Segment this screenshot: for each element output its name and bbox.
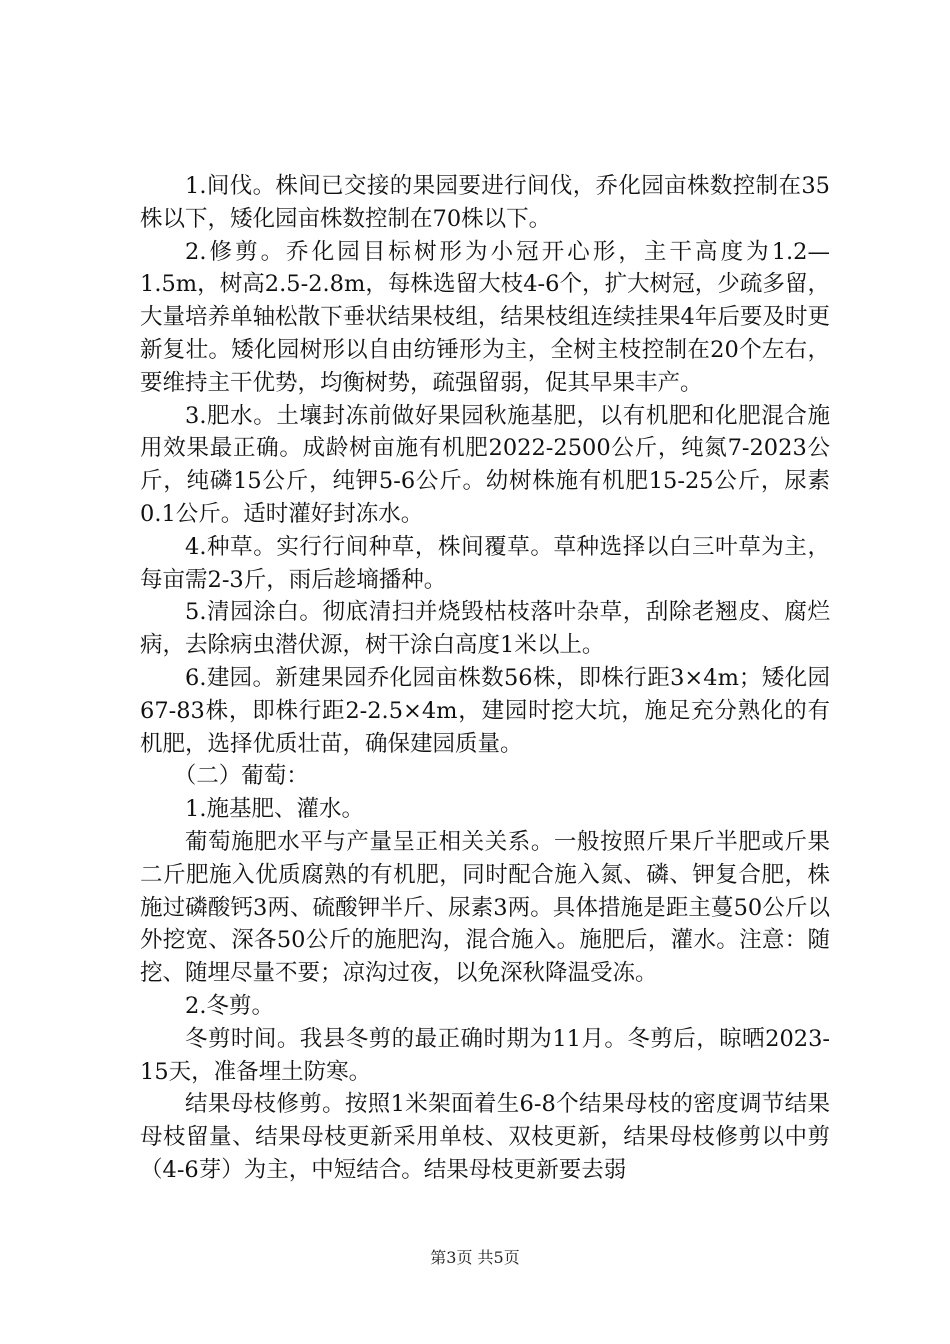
paragraph-grass-planting: 4.种草。实行行间种草，株间覆草。草种选择以白三叶草为主，每亩需2-3斤，雨后趁墒播种。	[140, 533, 830, 593]
paragraph-orchard-building: 6.建园。新建果园乔化园亩株数56株，即株行距3×4m；矮化园67-83株，即株行距2-2.5×4m，建园时挖大坑，施足充分熟化的有机肥，选择优质壮苗，确保建园质量。	[140, 664, 830, 757]
paragraph-grape-fertilizing: 葡萄施肥水平与产量呈正相关关系。一般按照斤果斤半肥或斤果二斤肥施入优质腐熟的有机肥，同时配合施入氮、磷、钾复合肥，株施过磷酸钙3两、硫酸钾半斤、尿素3两。具体措施是距主蔓50公斤以外挖宽、深各50公斤的施肥沟，混合施入。施肥后，灌水。注意：随挖、随埋尽量不要；凉沟过夜，以免深秋降温受冻。	[140, 828, 830, 987]
paragraph-winter-pruning-time: 冬剪时间。我县冬剪的最正确时期为11月。冬剪后，晾晒2023-15天，准备埋土防寒。	[140, 1025, 830, 1085]
document-body	[140, 170, 830, 1187]
paragraph-pruning: 2.修剪。乔化园目标树形为小冠开心形，主干高度为1.2—1.5m，树高2.5-2.8m，每株选留大枝4-6个，扩大树冠，少疏多留，大量培养单轴松散下垂状结果枝组，结果枝组连续挂果4年后要及时更新复壮。矮化园树形以自由纺锤形为主，全树主枝控制在20个左右，要维持主干优势，均衡树势，疏强留弱，促其早果丰产。	[140, 238, 830, 396]
paragraph-thinning: 1.间伐。株间已交接的果园要进行间伐，乔化园亩株数控制在35株以下，矮化园亩株数控制在70株以下。	[140, 173, 830, 232]
paragraph-orchard-cleaning: 5.清园涂白。彻底清扫并烧毁枯枝落叶杂草，刮除老翘皮、腐烂病，去除病虫潜伏源，树干涂白高度1米以上。	[140, 599, 830, 659]
subheading-winter-pruning: 2.冬剪。	[185, 992, 274, 1019]
paragraph-fertilizer-water: 3.肥水。土壤封冻前做好果园秋施基肥，以有机肥和化肥混合施用效果最正确。成龄树亩施有机肥2022-2500公斤，纯氮7-2023公斤，纯磷15公斤，纯钾5-6公斤。幼树株施有机肥15-25公斤，尿素0.1公斤。适时灌好封冻水。	[140, 402, 830, 527]
section-heading-grape: （二）葡萄：	[173, 763, 309, 790]
subheading-base-fertilizer: 1.施基肥、灌水。	[185, 796, 364, 823]
page-number-footer: 第3页 共5页	[430, 1248, 520, 1267]
paragraph-mother-branch-pruning: 结果母枝修剪。按照1米架面着生6-8个结果母枝的密度调节结果母枝留量、结果母枝更新采用单枝、双枝更新，结果母枝修剪以中剪（4-6芽）为主，中短结合。结果母枝更新要去弱	[140, 1091, 830, 1183]
